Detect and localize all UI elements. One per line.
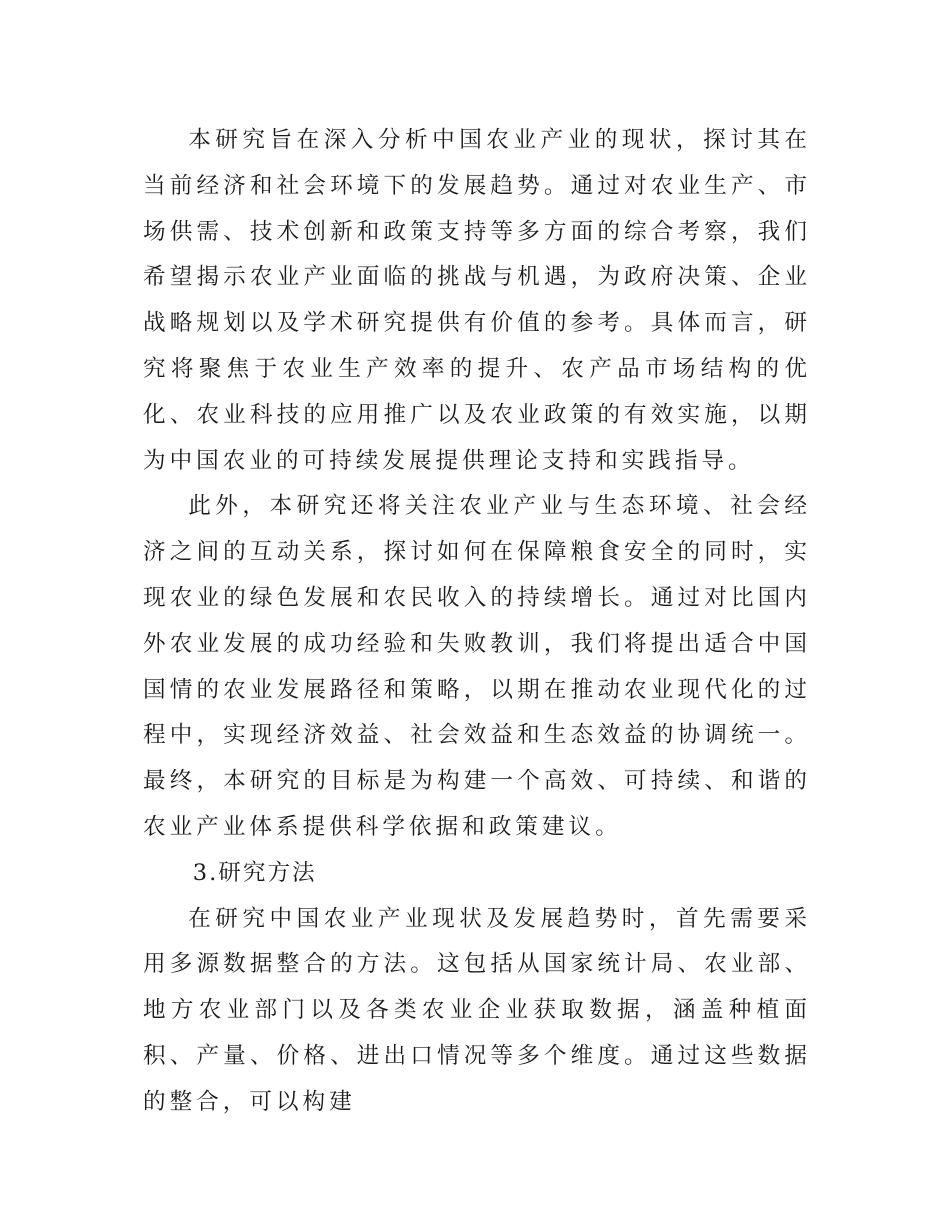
document-body [143, 118, 811, 1126]
paragraph-additional-focus: 此外，本研究还将关注农业产业与生态环境、社会经济之间的互动关系，探讨如何在保障粮食安全的同时，实现农业的绿色发展和农民收入的持续增长。通过对比国内外农业发展的成功经验和失败教训，我们将提出适合中国国情的农业发展路径和策略，以期在推动农业现代化的过程中，实现经济效益、社会效益和生态效益的协调统一。最终，本研究的目标是为构建一个高效、可持续、和谐的农业产业体系提供科学依据和政策建议。 [143, 493, 811, 840]
paragraph-objectives: 本研究旨在深入分析中国农业产业的现状，探讨其在当前经济和社会环境下的发展趋势。通过对农业生产、市场供需、技术创新和政策支持等多方面的综合考察，我们希望揭示农业产业面临的挑战与机遇，为政府决策、企业战略规划以及学术研究提供有价值的参考。具体而言，研究将聚焦于农业生产效率的提升、农产品市场结构的优化、农业科技的应用推广以及农业政策的有效实施，以期为中国农业的可持续发展提供理论支持和实践指导。 [143, 127, 811, 474]
paragraph-research-methods: 在研究中国农业产业现状及发展趋势时，首先需要采用多源数据整合的方法。这包括从国家统计局、农业部、地方农业部门以及各类农业企业获取数据，涵盖种植面积、产量、价格、进出口情况等多个维度。通过这些数据的整合，可以构建 [143, 905, 811, 1115]
section-heading-research-methods: 3.研究方法 [192, 859, 317, 886]
